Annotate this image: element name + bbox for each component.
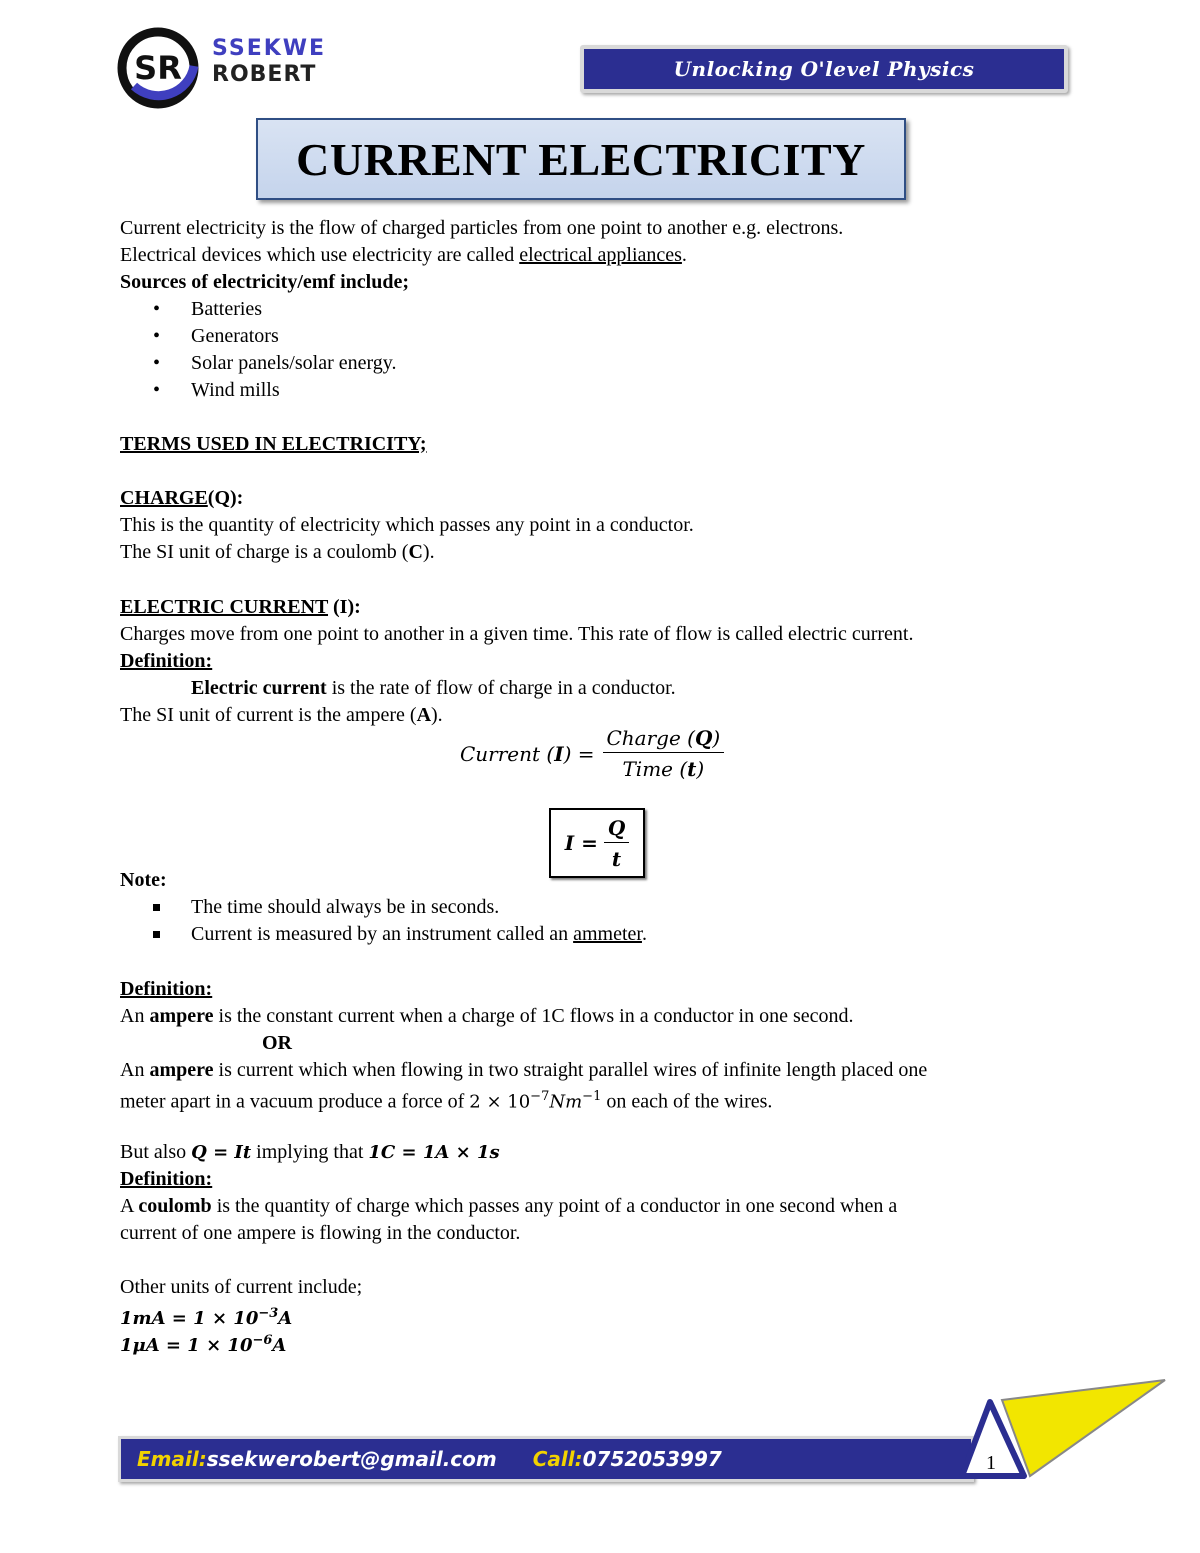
ampere-definition-label: Definition: bbox=[120, 978, 213, 1000]
charge-equation: Q = It bbox=[191, 1142, 252, 1163]
call-label: Call: bbox=[532, 1447, 583, 1471]
formula-lhs bbox=[460, 742, 595, 766]
current-heading bbox=[120, 595, 361, 619]
force-unit-exponent: −1 bbox=[582, 1089, 602, 1104]
formula-denominator bbox=[622, 753, 704, 781]
brand-line2: ROBERT bbox=[212, 62, 317, 87]
coulomb-definition-label: Definition: bbox=[120, 1168, 213, 1190]
note-item2-end: . bbox=[641, 923, 647, 945]
ampere-def1-pre: An bbox=[120, 1005, 150, 1027]
bullet-dot: • bbox=[153, 325, 161, 347]
formula-lhs-symbol: I bbox=[554, 741, 564, 766]
phone-number[interactable]: 0752053997 bbox=[582, 1447, 722, 1471]
or-separator: OR bbox=[262, 1032, 292, 1054]
ampere-definition-3 bbox=[120, 1085, 772, 1115]
unit-equation: 1C = 1A × 1s bbox=[368, 1142, 500, 1163]
ampere-term: ampere bbox=[149, 1059, 214, 1081]
formula-fraction bbox=[603, 726, 725, 781]
numerator-end: ) bbox=[712, 726, 721, 750]
current-heading-symbol: (I): bbox=[328, 596, 361, 618]
numerator-symbol: Q bbox=[694, 726, 713, 750]
boxed-formula-fraction bbox=[604, 816, 629, 871]
force-value: 2 × 10 bbox=[469, 1091, 531, 1113]
charge-heading-term: CHARGE bbox=[120, 487, 208, 509]
charge-unit-text: The SI unit of charge is a coulomb ( bbox=[120, 541, 409, 563]
ampere-def2-pre: An bbox=[120, 1059, 150, 1081]
denominator-text: Time ( bbox=[622, 757, 688, 781]
microampere-value: 1μA = 1 × 10 bbox=[120, 1335, 253, 1356]
page-title-box bbox=[256, 118, 906, 200]
boxed-numerator: Q bbox=[604, 816, 629, 843]
force-exponent: −7 bbox=[530, 1089, 550, 1104]
microampere-conversion bbox=[120, 1329, 286, 1358]
ampere-def2-text: is current which when flowing in two straight parallel wires of infinite length placed one bbox=[213, 1059, 928, 1081]
formula-lhs-end: ) = bbox=[563, 741, 595, 766]
relation-line bbox=[120, 1140, 500, 1165]
formula-numerator bbox=[603, 726, 725, 753]
ampere-def3-end: on each of the wires. bbox=[601, 1090, 773, 1113]
charge-line2 bbox=[120, 540, 435, 564]
list-item: Wind mills bbox=[191, 379, 280, 401]
list-item: Solar panels/solar energy. bbox=[191, 352, 397, 374]
microampere-exponent: −6 bbox=[252, 1333, 273, 1348]
brand-name bbox=[212, 38, 326, 86]
sources-heading: Sources of electricity/emf include; bbox=[120, 271, 409, 293]
relation-mid: implying that bbox=[251, 1141, 369, 1163]
list-item: Generators bbox=[191, 325, 279, 347]
corner-triangle-icon bbox=[950, 1372, 1170, 1482]
logo-icon bbox=[116, 26, 200, 110]
note-item bbox=[191, 922, 647, 946]
email-address[interactable]: ssekwerobert@gmail.com bbox=[206, 1447, 497, 1471]
microampere-unit: A bbox=[272, 1335, 287, 1356]
current-definition-term: Electric current bbox=[191, 677, 327, 699]
milliampere-exponent: −3 bbox=[258, 1306, 279, 1321]
note-heading: Note: bbox=[120, 869, 167, 891]
formula-lhs-text: Current ( bbox=[460, 741, 555, 766]
ammeter-term: ammeter bbox=[573, 923, 642, 945]
logo-text: SR bbox=[134, 49, 182, 87]
ampere-def1-text: is the constant current when a charge of 1C flows in a conductor in one second. bbox=[213, 1005, 854, 1027]
charge-unit-end: ). bbox=[422, 541, 435, 563]
numerator-text: Charge ( bbox=[606, 726, 695, 750]
note-item: The time should always be in seconds. bbox=[191, 896, 500, 918]
denominator-symbol: t bbox=[687, 757, 697, 781]
square-bullet-icon bbox=[153, 904, 160, 911]
relation-pre: But also bbox=[120, 1141, 192, 1163]
header-banner bbox=[580, 45, 1068, 93]
bullet-dot: • bbox=[153, 298, 161, 320]
current-heading-term: ELECTRIC CURRENT bbox=[120, 596, 329, 618]
denominator-end: ) bbox=[696, 757, 705, 781]
boxed-denominator: t bbox=[611, 846, 622, 871]
charge-line1: This is the quantity of electricity which passes any point in a conductor. bbox=[120, 514, 694, 536]
current-definition bbox=[191, 676, 676, 700]
ampere-definition-1 bbox=[120, 1004, 854, 1028]
coulomb-definition-2: current of one ampere is flowing in the conductor. bbox=[120, 1222, 521, 1244]
bullet-dot: • bbox=[153, 352, 161, 374]
list-item: Batteries bbox=[191, 298, 263, 320]
boxed-formula-lhs: I = bbox=[564, 831, 598, 855]
email-label: Email: bbox=[137, 1447, 207, 1471]
intro-line1: Current electricity is the flow of charged particles from one point to another e.g. electrons. bbox=[120, 217, 844, 239]
coulomb-def-text: is the quantity of charge which passes any point of a conductor in one second when a bbox=[211, 1195, 898, 1217]
ampere-term: ampere bbox=[149, 1005, 214, 1027]
square-bullet-icon bbox=[153, 931, 160, 938]
ampere-def3-pre: meter apart in a vacuum produce a force of bbox=[120, 1090, 470, 1113]
milliampere-unit: A bbox=[278, 1308, 293, 1329]
bullet-dot: • bbox=[153, 379, 161, 401]
milliampere-conversion bbox=[120, 1302, 292, 1331]
current-unit-symbol: A bbox=[416, 704, 432, 726]
brand-line1: SSEKWE bbox=[212, 36, 327, 61]
coulomb-term: coulomb bbox=[138, 1195, 212, 1217]
intro-line2 bbox=[120, 243, 687, 267]
ampere-definition-2 bbox=[120, 1058, 927, 1082]
current-unit-line bbox=[120, 703, 443, 727]
other-units-heading: Other units of current include; bbox=[120, 1276, 363, 1298]
current-definition-text: is the rate of flow of charge in a conductor. bbox=[326, 677, 676, 699]
intro-line2-text: Electrical devices which use electricity are called bbox=[120, 244, 520, 266]
coulomb-def-pre: A bbox=[120, 1195, 139, 1217]
current-unit-text: The SI unit of current is the ampere ( bbox=[120, 704, 417, 726]
banner-text: Unlocking O'level Physics bbox=[673, 57, 975, 81]
page-title: CURRENT ELECTRICITY bbox=[296, 133, 866, 185]
current-definition-label: Definition: bbox=[120, 650, 213, 672]
charge-unit-symbol: C bbox=[408, 541, 423, 563]
terms-heading: TERMS USED IN ELECTRICITY; bbox=[120, 433, 427, 455]
electrical-appliances-term: electrical appliances bbox=[519, 244, 682, 266]
boxed-formula bbox=[549, 808, 645, 878]
coulomb-definition-1 bbox=[120, 1194, 897, 1218]
footer-bar bbox=[118, 1436, 974, 1482]
charge-heading bbox=[120, 486, 243, 510]
milliampere-value: 1mA = 1 × 10 bbox=[120, 1308, 259, 1329]
current-formula bbox=[460, 726, 724, 781]
page-number: 1 bbox=[986, 1452, 996, 1474]
current-line1: Charges move from one point to another in a given time. This rate of flow is called electric current. bbox=[120, 623, 914, 645]
current-unit-end: ). bbox=[431, 704, 443, 726]
intro-line2-end: . bbox=[681, 244, 687, 266]
force-unit: Nm bbox=[549, 1091, 583, 1113]
charge-heading-symbol: (Q): bbox=[207, 487, 244, 509]
note-item2-text: Current is measured by an instrument called an bbox=[191, 923, 574, 945]
